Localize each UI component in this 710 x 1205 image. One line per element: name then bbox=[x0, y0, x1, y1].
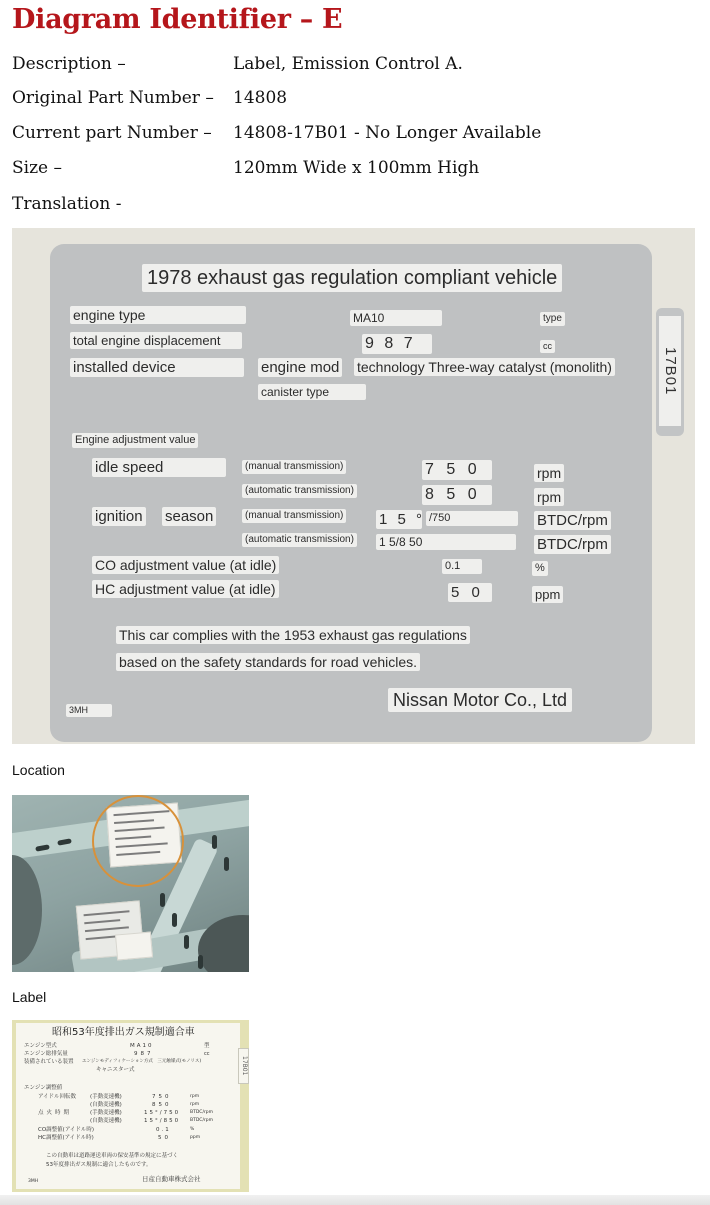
jp-adjust-unit: BTDC/rpm bbox=[190, 1118, 214, 1123]
ignition-label: ignition bbox=[92, 507, 146, 526]
bottom-edge bbox=[0, 1195, 710, 1205]
co-value: 0.1 bbox=[442, 559, 482, 574]
jp-row-unit: 型 bbox=[204, 1043, 210, 1049]
canister-label: canister type bbox=[258, 384, 366, 400]
jp-row-key: エンジン型式 bbox=[24, 1043, 57, 1049]
co-unit: % bbox=[532, 561, 548, 576]
engine-type-label: engine type bbox=[70, 306, 246, 324]
location-heading: Location bbox=[12, 762, 65, 778]
jp-row-value: キャニスター式 bbox=[96, 1067, 135, 1073]
installed-device-label: installed device bbox=[70, 358, 244, 377]
meta-key: Current part Number – bbox=[12, 123, 212, 143]
displacement-label: total engine displacement bbox=[70, 332, 242, 349]
label-title: 1978 exhaust gas regulation compliant vehicle bbox=[142, 264, 562, 292]
ignition-manual-unit: BTDC/rpm bbox=[534, 511, 611, 530]
label-heading: Label bbox=[12, 989, 47, 1005]
label-side-code: 17B01 bbox=[659, 316, 681, 426]
meta-value: 14808-17B01 - No Longer Available bbox=[233, 123, 542, 143]
jp-row-unit: cc bbox=[204, 1051, 210, 1057]
engine-type-unit: type bbox=[540, 312, 565, 326]
displacement-unit: cc bbox=[540, 340, 555, 353]
jp-row-value: エンジンモディフィケーション方式 三元触媒式(モノリス) bbox=[82, 1059, 202, 1064]
compliance-line-1: This car complies with the 1953 exhaust gas regulations bbox=[116, 626, 470, 644]
jp-row-key: 装備されている装置 bbox=[24, 1059, 74, 1065]
jp-adjust-sub: (手動変速機) bbox=[90, 1094, 122, 1100]
engine-type-value: MA10 bbox=[350, 310, 442, 326]
corner-code: 3MH bbox=[66, 704, 112, 717]
jp-adjust-value: 15°/850 bbox=[144, 1118, 181, 1124]
jp-adjust-value: 0.1 bbox=[156, 1127, 171, 1133]
jp-adjust-unit: ppm bbox=[190, 1135, 201, 1140]
jp-adjust-key: HC調整値(アイドル時) bbox=[38, 1135, 94, 1141]
jp-side-code: 17B01 bbox=[238, 1048, 249, 1084]
jp-adjust-sub: (自動変速機) bbox=[90, 1102, 122, 1108]
displacement-value: 9 8 7 bbox=[362, 334, 432, 354]
hc-unit: ppm bbox=[532, 586, 563, 603]
meta-value: 14808 bbox=[233, 88, 288, 108]
jp-maker: 日産自動車株式会社 bbox=[142, 1175, 201, 1183]
jp-adjust-key: CO調整値(アイドル時) bbox=[38, 1127, 94, 1133]
engine-mod-value: technology Three-way catalyst (monolith) bbox=[354, 358, 615, 376]
idle-speed-label: idle speed bbox=[92, 458, 226, 477]
meta-value: Label, Emission Control A. bbox=[233, 54, 463, 74]
co-label: CO adjustment value (at idle) bbox=[92, 556, 279, 574]
adjustment-heading: Engine adjustment value bbox=[72, 433, 198, 448]
jp-row-value: 987 bbox=[134, 1051, 154, 1057]
season-label: season bbox=[162, 507, 216, 526]
jp-adjust-sub: (手動変速機) bbox=[90, 1110, 122, 1116]
jp-note-2: 53年度排出ガス規制に適合したものです。 bbox=[46, 1162, 152, 1168]
jp-adjust-value: 850 bbox=[152, 1102, 172, 1108]
idle-manual-label: (manual transmission) bbox=[242, 460, 346, 474]
ignition-auto-label: (automatic transmission) bbox=[242, 533, 357, 547]
jp-title: 昭和53年度排出ガス規制適合車 bbox=[52, 1027, 195, 1038]
translation-heading-text: Translation - bbox=[12, 194, 122, 214]
jp-row-key: エンジン総排気量 bbox=[24, 1051, 68, 1057]
meta-key: Original Part Number – bbox=[12, 88, 214, 108]
jp-adjust-unit: % bbox=[190, 1127, 195, 1132]
ignition-auto-value: 1 5/8 50 bbox=[376, 534, 516, 550]
engine-mod-label: engine mod bbox=[258, 358, 342, 377]
idle-manual-unit: rpm bbox=[534, 464, 564, 482]
location-photo bbox=[12, 795, 249, 972]
jp-adjust-value: 50 bbox=[158, 1135, 171, 1141]
jp-adjust-unit: BTDC/rpm bbox=[190, 1110, 214, 1115]
meta-key: Description – bbox=[12, 54, 126, 74]
jp-adjust-value: 750 bbox=[152, 1094, 172, 1100]
jp-corner-code: 3MH bbox=[28, 1179, 39, 1184]
meta-key: Size – bbox=[12, 158, 63, 178]
translated-label-image bbox=[12, 228, 695, 744]
hc-value: 5 0 bbox=[448, 583, 492, 602]
ignition-auto-unit: BTDC/rpm bbox=[534, 535, 611, 554]
manufacturer: Nissan Motor Co., Ltd bbox=[388, 688, 572, 712]
jp-adjust-key: 点火時期 bbox=[38, 1110, 73, 1116]
jp-adjust-unit: rpm bbox=[190, 1102, 200, 1107]
jp-adjust-value: 15°/750 bbox=[144, 1110, 181, 1116]
jp-adjust-sub: (自動変速機) bbox=[90, 1118, 122, 1124]
highlight-circle bbox=[92, 795, 184, 887]
jp-note-1: この自動車は道路運送車両の保安基準の規定に基づく bbox=[46, 1153, 179, 1159]
idle-manual-value: 7 5 0 bbox=[422, 460, 492, 480]
original-label-image bbox=[12, 1020, 249, 1192]
ignition-manual-label: (manual transmission) bbox=[242, 509, 346, 523]
hc-label: HC adjustment value (at idle) bbox=[92, 580, 279, 598]
ignition-manual-value: 1 5 ° bbox=[376, 510, 422, 529]
compliance-line-2: based on the safety standards for road vehicles. bbox=[116, 653, 420, 671]
meta-value: 120mm Wide x 100mm High bbox=[233, 158, 480, 178]
jp-adjust-heading: エンジン調整値 bbox=[24, 1085, 63, 1091]
jp-adjust-key: アイドル回転数 bbox=[38, 1094, 77, 1100]
jp-adjust-unit: rpm bbox=[190, 1094, 200, 1099]
page-title: Diagram Identifier – E bbox=[12, 4, 343, 35]
jp-row-value: MA10 bbox=[130, 1043, 154, 1049]
ignition-manual-suffix: /750 bbox=[426, 511, 518, 526]
idle-auto-label: (automatic transmission) bbox=[242, 484, 357, 498]
idle-auto-value: 8 5 0 bbox=[422, 485, 492, 505]
idle-auto-unit: rpm bbox=[534, 488, 564, 506]
